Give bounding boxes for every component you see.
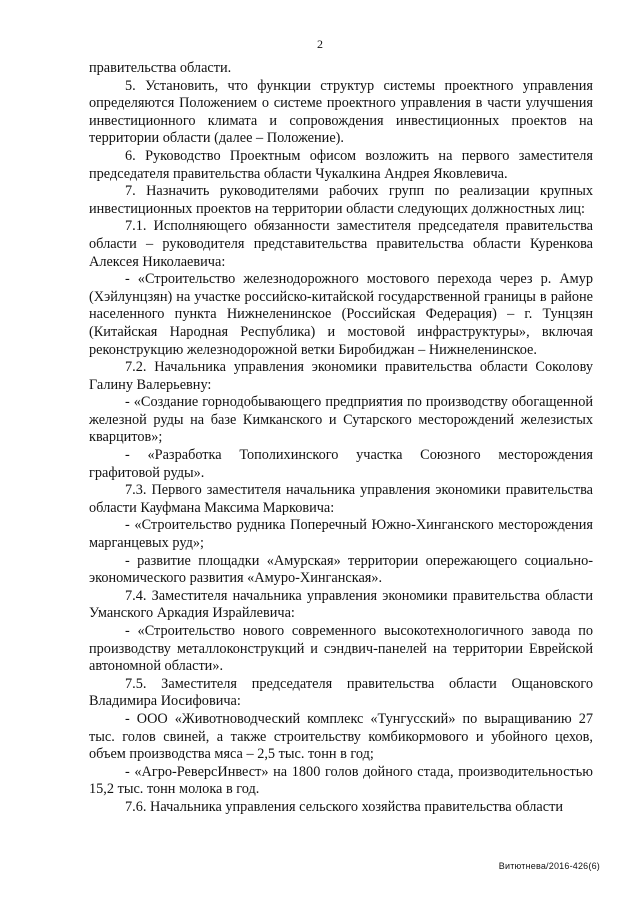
paragraph-5: 5. Установить, что функции структур системы проектного управления определяются Положением о системе проектного управления в части улучшения инвестиционного климата и сопровождения инвестиционных проектов на территории области (далее – Положение). [89, 77, 593, 147]
list-item: - «Строительство железнодорожного мостового перехода через р. Амур (Хэйлунцзян) на участке российско-китайской государственной границы в районе населенного пункта Нижнеленинское (Российская Федерация) – г. Тунцзян (Китайская Народная Республика) и мостовой инфраструктуры», включая реконструкцию железнодорожной ветки Биробиджан – Нижнеленинское. [89, 271, 593, 358]
list-item: - «Разработка Тополихинского участка Союзного месторождения графитовой руды». [89, 447, 593, 481]
list-item: - «Строительство нового современного высокотехнологичного завода по производству металлоконструкций и сэндвич-панелей на территории Еврейской автономной области». [89, 623, 593, 675]
list-item: - ООО «Животноводческий комплекс «Тунгусский» по выращиванию 27 тыс. голов свиней, а также строительству комбикормового и убойного цехов, объем производства мяса – 2,5 тыс. тонн в год; [89, 710, 593, 763]
paragraph-7-4: 7.4. Заместителя начальника управления экономики правительства области Уманского Аркадия Израйлевича: [89, 587, 593, 622]
paragraph-6: 6. Руководство Проектным офисом возложить на первого заместителя председателя правительства области Чукалкина Андрея Яковлевича. [89, 147, 593, 182]
document-footer-code: Витютнева/2016-426(6) [498, 861, 600, 871]
document-body [89, 60, 593, 817]
list-item: - «Строительство рудника Поперечный Южно-Хинганского месторождения марганцевых руд»; [89, 517, 593, 552]
paragraph-7-2: 7.2. Начальника управления экономики правительства области Соколову Галину Валерьевну: [89, 359, 593, 393]
paragraph-7-5: 7.5. Заместителя председателя правительства области Ощановского Владимира Иосифовича: [89, 675, 593, 710]
paragraph-7: 7. Назначить руководителями рабочих групп по реализации крупных инвестиционных проектов на территории области следующих должностных лиц: [89, 183, 593, 217]
paragraph-7-1: 7.1. Исполняющего обязанности заместителя председателя правительства области – руководителя представительства правительства области Куренкова Алексея Николаевича: [89, 218, 593, 270]
list-item: - «Агро-РеверсИнвест» на 1800 голов дойного стада, производительностью 15,2 тыс. тонн молока в год. [89, 763, 593, 798]
paragraph-7-6: 7.6. Начальника управления сельского хозяйства правительства области [125, 798, 564, 815]
list-item: - «Создание горнодобывающего предприятия по производству обогащенной железной руды на базе Кимканского и Сутарского месторождений железистых кварцитов»; [89, 394, 593, 446]
page-number: 2 [317, 37, 323, 51]
paragraph-7-3: 7.3. Первого заместителя начальника управления экономики правительства области Кауфмана Максима Марковича: [89, 482, 593, 516]
list-item: - развитие площадки «Амурская» территории опережающего социально-экономического развития «Амуро-Хинганская». [89, 552, 593, 587]
paragraph-continuation: правительства области. [89, 60, 232, 76]
